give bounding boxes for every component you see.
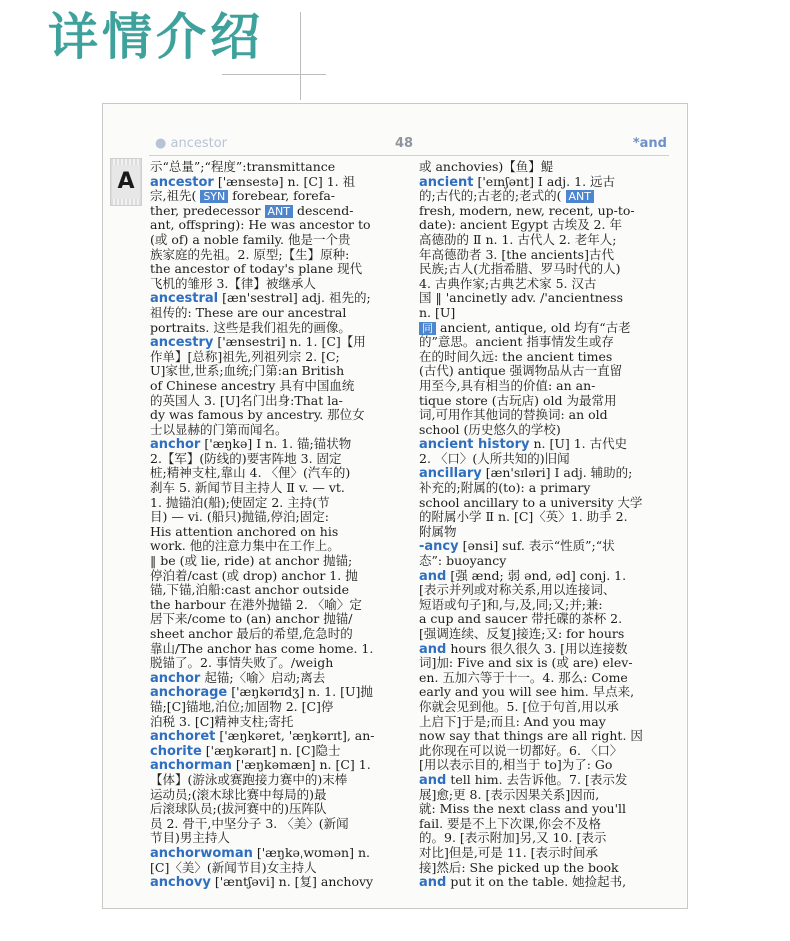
- left-column-line: anchor ['æŋkə] Ⅰ n. 1. 锚;锚状物: [150, 437, 352, 452]
- left-column-line: 员 2. 骨干,中坚分子 3. 〈美〉(新闻: [150, 816, 349, 831]
- right-column-line: 就: Miss the next class and you'll: [419, 802, 627, 817]
- left-column-line: 祖传的: These are our ancestral: [150, 305, 347, 320]
- left-column-line: work. 他的注意力集中在工作上。: [150, 539, 340, 554]
- left-column-line: 停泊着/cast (或 drop) anchor 1. 抛: [150, 568, 358, 583]
- right-column-line: and [强 ænd; 弱 ənd, əd] conj. 1.: [419, 568, 627, 584]
- left-text-column: [150, 160, 401, 890]
- left-column-line: ‖ be (或 lie, ride) at anchor 抛锚;: [150, 554, 353, 569]
- left-column-line: ancestral [æn'sestrəl] adj. 祖先的;: [150, 291, 371, 306]
- right-column-line: fresh, modern, new, recent, up-to-: [419, 203, 635, 218]
- right-column-line: 或 anchovies)【鱼】鳀: [419, 160, 554, 174]
- right-column-line: 态”: buoyancy: [419, 554, 507, 569]
- right-column-line: 词]加: Five and six is (或 are) elev-: [419, 656, 633, 671]
- left-column-line: 靠山/The anchor has come home. 1.: [150, 641, 374, 656]
- left-column-line: U]家世,世系;血统;门第:an British: [150, 364, 345, 379]
- page-heading: 详情介绍: [48, 8, 264, 66]
- right-column-line: ancillary [æn'sɪləri] Ⅰ adj. 辅助的;: [419, 466, 633, 482]
- left-column-line: the ancestor of today's plane 现代: [150, 262, 363, 277]
- right-column-line: 展]愈;更 8. [表示因果关系]因而,: [419, 787, 600, 802]
- right-column-line: and put it on the table. 她捡起书,: [419, 875, 627, 890]
- left-column-line: 刹车 5. 新闻节目主持人 Ⅱ v. — vt.: [150, 481, 345, 496]
- right-column-line: [强调连续、反复]接连;又: for hours: [419, 627, 625, 641]
- right-column-line: 用至今,具有相当的价值: an an-: [419, 378, 596, 393]
- left-column-line: His attention anchored on his: [150, 524, 339, 539]
- left-column-line: portraits. 这些是我们祖先的画像。: [150, 320, 351, 335]
- left-column-line: ant, offspring): He was ancestor to: [150, 218, 371, 233]
- left-column-line: 目) — vi. (船只)抛锚,停泊;固定:: [150, 510, 329, 525]
- right-column-line: fail. 要是不上下次课,你会不及格: [419, 816, 601, 831]
- left-column-line: 1. 抛锚泊(船);使固定 2. 主持(节: [150, 495, 330, 510]
- left-column-line: of Chinese ancestry 具有中国血统: [150, 378, 355, 393]
- right-column-line: 年高德劭者 3. [the ancients]古代: [419, 247, 614, 262]
- right-column-line: 接]然后: She picked up the book: [419, 860, 619, 875]
- right-column-line: 国 ‖ 'ancinetly adv. /'ancientness: [419, 291, 624, 306]
- header-rule: [149, 155, 669, 156]
- heading-divider-horizontal: [222, 74, 326, 75]
- left-column-line: anchovy ['æntʃəvi] n. [复] anchovy: [150, 875, 374, 890]
- right-column-line: 对比]但是,可是 11. [表示时间承: [419, 845, 599, 860]
- left-column-line: 运动员;(滚木球比赛中每局的)最: [150, 787, 327, 802]
- left-column-line: anchorman ['æŋkəmæn] n. [C] 1.: [150, 758, 371, 773]
- left-column-line: 居下来/come to (an) anchor 抛锚/: [150, 612, 353, 627]
- left-column-line: 士以显赫的门第而闻名。: [150, 422, 288, 437]
- right-column-line: 的”意思。ancient 指事情发生或存: [419, 335, 614, 350]
- right-column-line: 同 ancient, antique, old 均有“古老: [419, 321, 669, 336]
- right-column-line: [用以表示目的,相当于 to]为了: Go: [419, 758, 613, 773]
- right-column-line: 民族;古人(尤指希腊、罗马时代的人): [419, 262, 621, 277]
- left-column-line: 宗,祖先( SYN forebear, forefa-: [150, 189, 335, 204]
- left-column-line: dy was famous by ancestry. 那位女: [150, 408, 365, 423]
- left-column-line: 作单】[总称]祖先,列祖列宗 2. [C;: [150, 349, 340, 364]
- left-column-line: 【体】(游泳或赛跑接力赛中的)末棒: [150, 772, 348, 787]
- right-column-line: 补充的;附属的(to): a primary: [419, 481, 591, 496]
- right-guide-word: *and: [632, 136, 667, 151]
- left-column-line: sheet anchor 最后的希望,危急时的: [150, 627, 353, 641]
- right-column-line: date): ancient Egypt 古埃及 2. 年: [419, 218, 622, 233]
- heading-divider-vertical: [300, 12, 301, 100]
- left-column-line: the harbour 在港外抛锚 2. 〈喻〉定: [150, 597, 362, 612]
- left-column-line: ancestry ['ænsestri] n. 1. [C]【用: [150, 335, 366, 350]
- right-column-line: -ancy [ənsi] suf. 表示“性质”;“状: [419, 539, 615, 555]
- right-column-line: and tell him. 去告诉他。7. [表示发: [419, 772, 628, 788]
- right-column-line: ancient ['eɪnʃənt] Ⅰ adj. 1. 远古: [419, 174, 616, 190]
- thumb-index-letter: A: [112, 165, 140, 199]
- left-column-line: anchorage ['æŋkərɪdʒ] n. 1. [U]抛: [150, 685, 373, 700]
- left-column-line: 桩;精神支柱,靠山 4. 〈俚〉(汽车的): [150, 466, 351, 481]
- right-column-line: 的附属小学 Ⅱ n. [C]〈英〉1. 助手 2.: [419, 510, 628, 525]
- left-column-line: anchorwoman ['æŋkəˌwʊmən] n.: [150, 845, 370, 861]
- right-column-line: en. 五加六等于十一。4. 那么: Come: [419, 670, 628, 685]
- right-column-line: 词,可用作其他词的替换词: an old: [419, 408, 608, 423]
- right-column-line: ancient history n. [U] 1. 古代史: [419, 437, 628, 452]
- right-column-line: school ancillary to a university 大学: [419, 495, 643, 510]
- left-guide-word: ● ancestor: [155, 136, 228, 151]
- right-column-line: 的;古代的;古老的;老式的( ANT: [419, 189, 669, 204]
- right-column-line: 附属物: [419, 524, 457, 539]
- right-column-line: a cup and saucer 带托碟的茶杯 2.: [419, 612, 623, 627]
- right-column-line: (古代) antique 强调物品从古一直留: [419, 364, 623, 379]
- right-column-line: 的。9. [表示附加]另,又 10. [表示: [419, 831, 607, 846]
- left-column-line: [C]〈美〉(新闻节目)女主持人: [150, 860, 317, 875]
- right-column-line: 在的时间久远: the ancient times: [419, 349, 613, 364]
- left-column-line: 锚;[C]锚地,泊位;加固物 2. [C]停: [150, 699, 334, 714]
- left-column-line: 2.【军】(防线的)要害阵地 3. 固定: [150, 451, 342, 466]
- page-running-header: [103, 132, 688, 156]
- left-column-line: anchor 起锚;〈喻〉启动;离去: [150, 670, 326, 686]
- left-column-line: 脱锚了。2. 事情失败了。/weigh: [150, 656, 334, 671]
- left-column-line: 节目)男主持人: [150, 831, 230, 846]
- right-column-line: now say that things are all right. 因: [419, 729, 643, 744]
- left-column-line: 的英国人 3. [U]名门出身:That la-: [150, 393, 343, 408]
- left-column-line: 锚,下锚,泊船:cast anchor outside: [150, 583, 349, 598]
- left-column-line: chorite ['æŋkəraɪt] n. [C]隐士: [150, 743, 341, 759]
- thumb-index-tab: [110, 158, 142, 206]
- page-number: 48: [395, 136, 414, 151]
- right-column-line: 高德劭的 Ⅱ n. 1. 古代人 2. 老年人;: [419, 232, 617, 247]
- dictionary-page-image: [102, 103, 688, 909]
- right-column-line: 你就会见到他。5. [位于句首,用以承: [419, 699, 619, 714]
- right-text-column: [419, 160, 669, 890]
- right-column-line: 2. 〈口〉(人所共知的)旧闻: [419, 451, 570, 466]
- right-column-line: tique store (古玩店) old 为最常用: [419, 393, 617, 408]
- left-column-line: (或 of) a noble family. 他是一个贵: [150, 232, 351, 247]
- left-column-line: 后滚球队员;(拔河赛中的)压阵队: [150, 802, 327, 817]
- right-column-line: 短语或句子]和,与,及,同;又;并;兼:: [419, 597, 603, 612]
- right-column-line: 上启下]于是;而且: And you may: [419, 714, 606, 729]
- right-column-line: n. [U]: [419, 305, 456, 320]
- right-column-line: 此你现在可以说一切都好。6. 〈口〉: [419, 743, 623, 758]
- left-column-line: ancestor ['ænsestə] n. [C] 1. 祖: [150, 174, 356, 190]
- right-column-line: [表示并列或对称关系,用以连接词、: [419, 583, 616, 598]
- left-column-line: 示“总量”;“程度”:transmittance: [150, 160, 336, 174]
- left-column-line: ther, predecessor ANT descend-: [150, 203, 354, 218]
- left-column-line: 泊税 3. [C]精神支柱;寄托: [150, 714, 294, 729]
- left-column-line: 飞机的雏形 3.【律】被继承人: [150, 276, 316, 291]
- right-column-line: and hours 很久很久 3. [用以连接数: [419, 641, 628, 657]
- right-column-line: early and you will see him. 早点来,: [419, 685, 635, 700]
- right-column-line: school (历史悠久的学校): [419, 422, 561, 437]
- left-column-line: 族家庭的先祖。2. 原型;【生】原种:: [150, 247, 350, 262]
- right-column-line: 4. 古典作家;古典艺术家 5. 汉古: [419, 276, 597, 291]
- left-column-line: anchoret ['æŋkəret, 'æŋkərɪt], an-: [150, 729, 375, 744]
